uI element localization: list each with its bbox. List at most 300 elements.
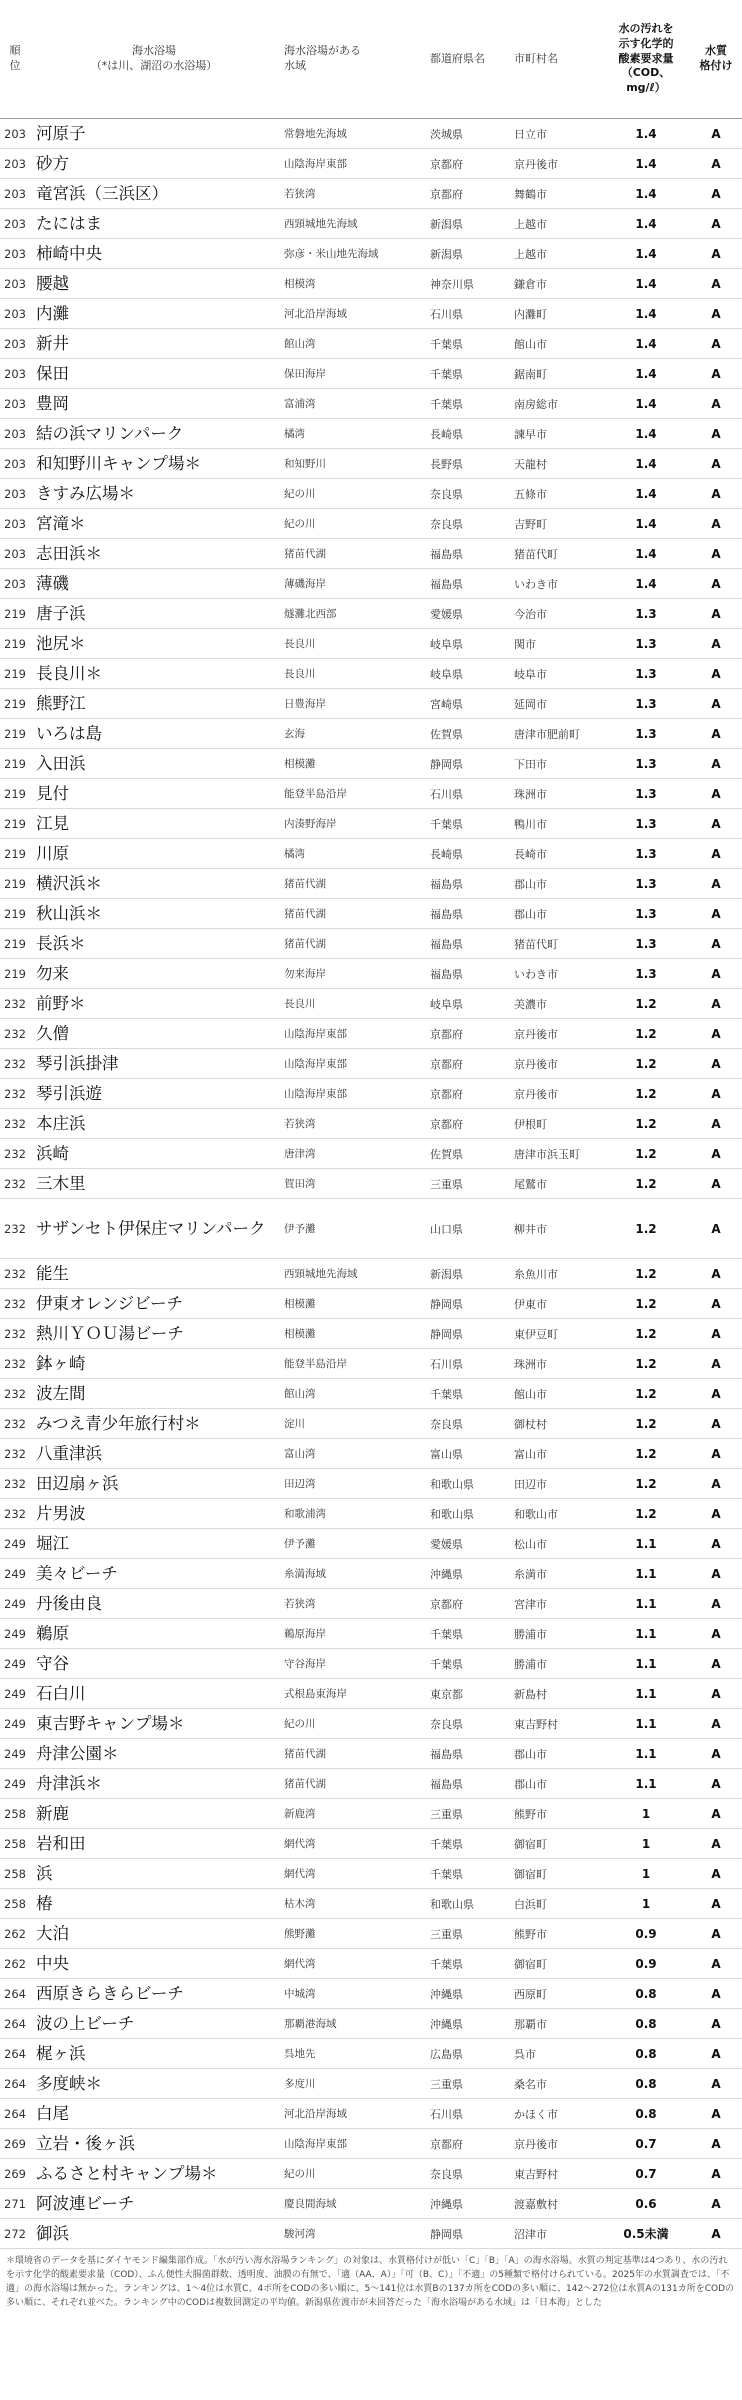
cod-value: 1.1 [635,1596,657,1611]
water-area: 相模灘 [284,758,316,770]
rank-cell: 264 [4,2046,26,2061]
city: 白浜町 [514,1897,547,1911]
city: 尾鷲市 [514,1177,547,1191]
grade: A [711,1221,721,1236]
water-area: 橘湾 [284,428,305,440]
city: 内灘町 [514,307,547,321]
city: 吉野町 [514,517,547,531]
table-row [0,1199,742,1259]
table-row [0,1889,742,1919]
prefecture: 三重県 [430,1177,463,1191]
table-row [0,1799,742,1829]
beach-name: 守谷 [36,1653,69,1673]
rank-cell: 203 [4,156,26,171]
grade: A [711,306,721,321]
city: 熊野市 [514,1927,547,1941]
beach-name: 能生 [36,1263,69,1283]
rank-cell: 219 [4,696,26,711]
table-row [0,959,742,989]
table-row [0,2159,742,2189]
cod-value: 1.1 [635,1626,657,1641]
cod-value: 1.2 [635,1476,657,1491]
water-area: 弥彦・米山地先海域 [284,248,379,260]
header-beach-name: 海水浴場 （*は川、湖沼の水浴場） [30,0,278,119]
grade: A [711,786,721,801]
table-row [0,1739,742,1769]
cod-value: 1.4 [635,426,657,441]
water-area: 伊予灘 [284,1223,316,1235]
grade: A [711,1716,721,1731]
prefecture: 静岡県 [430,2227,463,2241]
cod-value: 1.3 [635,636,657,651]
table-row [0,2039,742,2069]
water-area: 網代湾 [284,1958,316,1970]
cod-value: 1.3 [635,966,657,981]
prefecture: 茨城県 [430,127,463,141]
beach-name: 西原きらきらビーチ [36,1983,184,2003]
grade: A [711,1776,721,1791]
beach-name: 多度峡＊ [36,2073,102,2093]
water-area: 富浦湾 [284,398,316,410]
beach-name: 三木里 [36,1173,86,1193]
water-area: 猪苗代湖 [284,908,326,920]
beach-name: 阿波連ビーチ [36,2193,135,2213]
water-area: 薄磯海岸 [284,578,326,590]
grade: A [711,1536,721,1551]
grade: A [711,2136,721,2151]
beach-name: 竜宮浜（三浜区） [36,183,168,203]
footnote: ＊環境省のデータを基にダイヤモンド編集部作成。「水が汚い海水浴場ランキング」の対象は、水質格付けが低い「C」「B」「A」の海水浴場。水質の判定基準は4つあり、水の汚れを示す化学的酸素要求量（COD）、ふん便性大腸菌群数、透明度、油膜の有無で、「適（AA、A）」「可（B、C）」「不適」の5種類で格付けられている。2025年の水質調査では、「不適」の海水浴場は無かった。ランキングは、1〜4位は水質C、4ポ所をCODの多い順に、5〜141位は水質Bの137カ所をCODの多い順に、142〜272位は水質Aの131カ所をCODの多い順に、それぞれ並べた。ランキング中のCODは複数回測定の平均値。新潟県佐渡市が未回答だった「海水浴場がある水域」は「日本海」とした [6,2256,735,2308]
water-area: 多度川 [284,2078,316,2090]
city: 富山市 [514,1447,547,1461]
cod-value: 0.9 [635,1956,657,1971]
rank-cell: 249 [4,1626,26,1641]
beach-name: 波の上ビーチ [36,2013,135,2033]
grade: A [711,2166,721,2181]
city: 館山市 [514,337,547,351]
rank-cell: 249 [4,1566,26,1581]
rank-cell: 249 [4,1686,26,1701]
water-area: 和歌浦湾 [284,1508,326,1520]
water-area: 館山湾 [284,338,316,350]
water-area: 猪苗代湖 [284,1778,326,1790]
city: 京丹後市 [514,1027,558,1041]
rank-cell: 203 [4,486,26,501]
water-area: 紀の川 [284,1718,316,1730]
prefecture: 沖縄県 [430,2017,463,2031]
cod-value: 1.4 [635,366,657,381]
rank-cell: 249 [4,1716,26,1731]
rank-cell: 203 [4,456,26,471]
water-area: 伊予灘 [284,1538,316,1550]
city: 沼津市 [514,2227,547,2241]
city: 伊根町 [514,1117,547,1131]
city: 御杖村 [514,1417,547,1431]
grade: A [711,606,721,621]
city: 鴨川市 [514,817,547,831]
rank-cell: 272 [4,2226,26,2241]
cod-value: 1.2 [635,1056,657,1071]
rank-cell: 232 [4,1221,26,1236]
city: 郡山市 [514,877,547,891]
rank-cell: 203 [4,126,26,141]
beach-name: 大泊 [36,1923,69,1943]
cod-value: 0.6 [635,2196,657,2211]
water-area: 河北沿岸海域 [284,2108,347,2120]
beach-name: 鉢ヶ崎 [36,1353,86,1373]
city: 松山市 [514,1537,547,1551]
prefecture: 奈良県 [430,1417,463,1431]
rank-cell: 219 [4,786,26,801]
prefecture: 愛媛県 [430,607,463,621]
city: 岐阜市 [514,667,547,681]
water-area: 呉地先 [284,2048,316,2060]
water-area: 守谷海岸 [284,1658,326,1670]
table-row [0,1169,742,1199]
grade: A [711,1146,721,1161]
grade: A [711,2196,721,2211]
water-area: 橘湾 [284,848,305,860]
rank-cell: 249 [4,1656,26,1671]
city: 長崎市 [514,847,547,861]
water-area: 能登半島沿岸 [284,788,347,800]
city: 諫早市 [514,427,547,441]
beach-name: 入田浜 [36,753,86,773]
cod-value: 0.9 [635,1926,657,1941]
prefecture: 沖縄県 [430,1567,463,1581]
grade: A [711,1896,721,1911]
water-area: 若狭湾 [284,1118,316,1130]
prefecture: 和歌山県 [430,1507,474,1521]
beach-name: 本庄浜 [36,1113,86,1133]
city: いわき市 [514,577,558,591]
cod-value: 1.3 [635,726,657,741]
beach-name: 腰越 [36,273,69,293]
prefecture: 福島県 [430,877,463,891]
rank-cell: 203 [4,366,26,381]
table-row [0,1709,742,1739]
beach-name: 立岩・後ヶ浜 [36,2133,135,2153]
grade: A [711,2046,721,2061]
city: 南房総市 [514,397,558,411]
grade: A [711,1086,721,1101]
cod-value: 1.2 [635,1026,657,1041]
table-row [0,419,742,449]
beach-name: 新井 [36,333,69,353]
prefecture: 佐賀県 [430,727,463,741]
beach-name: 伊東オレンジビーチ [36,1293,184,1313]
table-row [0,1469,742,1499]
water-area: 紀の川 [284,488,316,500]
table-row [0,449,742,479]
cod-value: 0.8 [635,1986,657,2001]
prefecture: 福島県 [430,937,463,951]
grade: A [711,726,721,741]
cod-value: 1.4 [635,306,657,321]
water-area: 和知野川 [284,458,326,470]
city: 延岡市 [514,697,547,711]
table-row [0,1259,742,1289]
prefecture: 新潟県 [430,217,463,231]
cod-value: 1.1 [635,1656,657,1671]
table-row [0,629,742,659]
water-area: 田辺湾 [284,1478,316,1490]
prefecture: 岐阜県 [430,667,463,681]
water-area: 長良川 [284,638,316,650]
rank-cell: 203 [4,546,26,561]
table-row [0,839,742,869]
rank-cell: 219 [4,756,26,771]
beach-name: 内灘 [36,303,69,323]
prefecture: 京都府 [430,187,463,201]
table-row [0,1829,742,1859]
prefecture: 沖縄県 [430,1987,463,2001]
table-row [0,1379,742,1409]
city: 日立市 [514,127,547,141]
grade: A [711,396,721,411]
table-row [0,1769,742,1799]
grade: A [711,2076,721,2091]
water-area: 枯木湾 [284,1898,316,1910]
grade: A [711,2016,721,2031]
water-area: 河北沿岸海域 [284,308,347,320]
water-area: 内湊野海岸 [284,818,337,830]
beach-name: 浜崎 [36,1143,69,1163]
cod-value: 1.1 [635,1566,657,1581]
city: 東吉野村 [514,1717,558,1731]
city: 伊東市 [514,1297,547,1311]
city: 郡山市 [514,1747,547,1761]
rank-cell: 203 [4,306,26,321]
cod-value: 1.3 [635,666,657,681]
cod-value: 0.8 [635,2076,657,2091]
city: 郡山市 [514,1777,547,1791]
rank-cell: 232 [4,1266,26,1281]
beach-name: 豊岡 [36,393,69,413]
water-area: 網代湾 [284,1868,316,1880]
table-row [0,569,742,599]
table-row [0,2069,742,2099]
grade: A [711,1746,721,1761]
city: 唐津市浜玉町 [514,1147,580,1161]
rank-cell: 249 [4,1746,26,1761]
beach-name: 椿 [36,1893,53,1913]
rank-cell: 232 [4,1446,26,1461]
cod-value: 1.4 [635,126,657,141]
grade: A [711,1926,721,1941]
rank-cell: 203 [4,246,26,261]
rank-cell: 232 [4,1056,26,1071]
prefecture: 愛媛県 [430,1537,463,1551]
city: 鋸南町 [514,367,547,381]
table-row [0,1319,742,1349]
beach-name: 砂方 [36,153,69,173]
grade: A [711,156,721,171]
beach-name: いろは島 [36,723,102,743]
cod-value: 1.2 [635,1266,657,1281]
table-row [0,269,742,299]
city: 関市 [514,637,536,651]
table-row [0,2099,742,2129]
water-area: 長良川 [284,998,316,1010]
rank-cell: 203 [4,426,26,441]
beach-name: 熱川ＹＯＵ湯ビーチ [36,1323,184,1343]
grade: A [711,516,721,531]
table-row [0,1919,742,1949]
table-row [0,1649,742,1679]
table-row [0,1019,742,1049]
grade: A [711,1176,721,1191]
beach-name: 勿来 [36,963,69,983]
cod-value: 1.3 [635,606,657,621]
grade: A [711,696,721,711]
beach-name: 舟津浜＊ [36,1773,102,1793]
grade: A [711,636,721,651]
table-row [0,689,742,719]
rank-cell: 219 [4,876,26,891]
grade: A [711,1596,721,1611]
prefecture: 福島県 [430,547,463,561]
grade: A [711,1266,721,1281]
city: 勝浦市 [514,1657,547,1671]
water-area: 網代湾 [284,1838,316,1850]
city: 東吉野村 [514,2167,558,2181]
prefecture: 京都府 [430,1597,463,1611]
cod-value: 1.2 [635,1116,657,1131]
city: 御宿町 [514,1867,547,1881]
prefecture: 千葉県 [430,1837,463,1851]
prefecture: 富山県 [430,1447,463,1461]
table-row [0,2129,742,2159]
city: 珠洲市 [514,1357,547,1371]
prefecture: 千葉県 [430,397,463,411]
grade: A [711,1626,721,1641]
water-area: 西頸城地先海域 [284,1268,358,1280]
prefecture: 千葉県 [430,367,463,381]
city: 五條市 [514,487,547,501]
cod-value: 1.1 [635,1686,657,1701]
city: 珠洲市 [514,787,547,801]
table-row [0,1349,742,1379]
cod-value: 1.3 [635,696,657,711]
prefecture: 奈良県 [430,517,463,531]
city: 柳井市 [514,1222,547,1236]
cod-value: 1.2 [635,1176,657,1191]
grade: A [711,1416,721,1431]
grade: A [711,1056,721,1071]
header-row [0,0,742,119]
cod-value: 0.8 [635,2046,657,2061]
beach-name: 長浜＊ [36,933,86,953]
water-area: 若狭湾 [284,1598,316,1610]
beach-name: みつえ青少年旅行村＊ [36,1413,201,1433]
cod-value: 1.2 [635,1356,657,1371]
rank-cell: 219 [4,726,26,741]
rank-cell: 249 [4,1776,26,1791]
prefecture: 三重県 [430,1807,463,1821]
grade: A [711,1836,721,1851]
grade: A [711,1356,721,1371]
prefecture: 石川県 [430,787,463,801]
beach-name: 石白川 [36,1683,86,1703]
rank-cell: 219 [4,816,26,831]
beach-name: 柿崎中央 [36,243,102,263]
beach-name: 波左間 [36,1383,86,1403]
rank-cell: 232 [4,1146,26,1161]
cod-value: 1.2 [635,1296,657,1311]
table-row [0,149,742,179]
grade: A [711,1986,721,2001]
water-area: 日豊海岸 [284,698,326,710]
prefecture: 三重県 [430,2077,463,2091]
grade: A [711,366,721,381]
cod-value: 1.1 [635,1716,657,1731]
beach-name: 東吉野キャンプ場＊ [36,1713,185,1733]
prefecture: 福島県 [430,577,463,591]
grade: A [711,2106,721,2121]
grade: A [711,816,721,831]
header-cod: 水の汚れを 示す化学的 酸素要求量 （COD、 mg/ℓ） [602,0,690,119]
prefecture: 千葉県 [430,1957,463,1971]
beach-name: 田辺扇ヶ浜 [36,1473,119,1493]
grade: A [711,336,721,351]
beach-name: きすみ広場＊ [36,483,135,503]
grade: A [711,846,721,861]
table-row [0,749,742,779]
beach-name: 梶ヶ浜 [36,2043,86,2063]
cod-value: 1.3 [635,876,657,891]
grade: A [711,1506,721,1521]
table-row [0,1859,742,1889]
rank-cell: 269 [4,2136,26,2151]
table-row [0,1979,742,2009]
prefecture: 岐阜県 [430,997,463,1011]
grade: A [711,876,721,891]
rank-cell: 232 [4,996,26,1011]
rank-cell: 249 [4,1536,26,1551]
prefecture: 京都府 [430,1087,463,1101]
grade: A [711,576,721,591]
rank-cell: 219 [4,606,26,621]
rank-cell: 219 [4,636,26,651]
cod-value: 0.7 [635,2166,657,2181]
table-row [0,1589,742,1619]
prefecture: 静岡県 [430,1327,463,1341]
beach-name: 唐子浜 [36,603,86,623]
beach-name: 宮滝＊ [36,513,86,533]
prefecture: 千葉県 [430,1867,463,1881]
table-row [0,1139,742,1169]
grade: A [711,246,721,261]
water-area: 山陰海岸東部 [284,1058,347,1070]
cod-value: 1.2 [635,1326,657,1341]
prefecture: 広島県 [430,2047,463,2061]
prefecture: 奈良県 [430,487,463,501]
city: 渡嘉敷村 [514,2197,558,2211]
city: 那覇市 [514,2017,547,2031]
cod-value: 1.2 [635,1386,657,1401]
rank-cell: 258 [4,1866,26,1881]
rank-cell: 219 [4,966,26,981]
rank-cell: 262 [4,1956,26,1971]
city: 糸魚川市 [514,1267,558,1281]
water-area: 山陰海岸東部 [284,2138,347,2150]
cod-value: 1.4 [635,216,657,231]
grade: A [711,666,721,681]
rank-cell: 219 [4,906,26,921]
beach-name: 結の浜マリンパーク [36,423,184,443]
beach-name: 保田 [36,363,69,383]
